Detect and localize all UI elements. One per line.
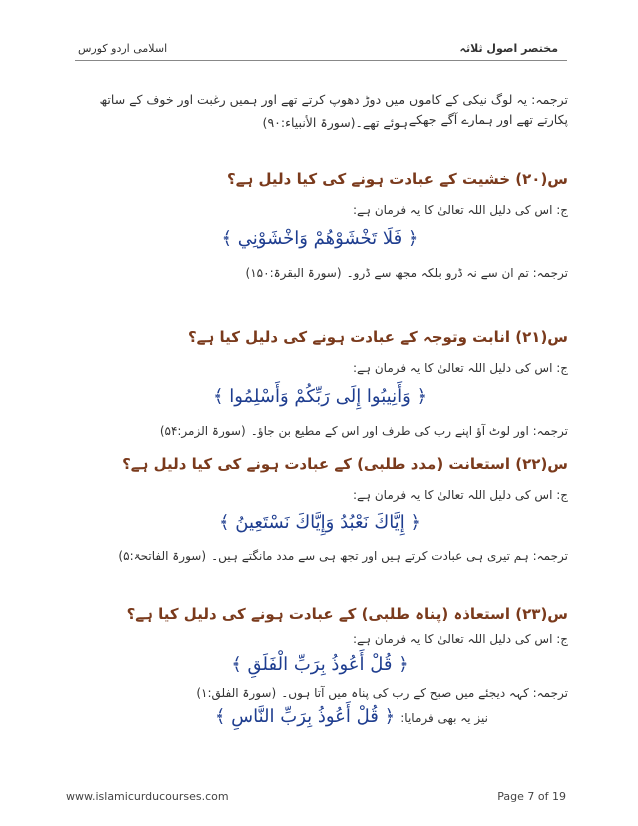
question-21: س(۲۱) انابت وتوجہ کے عبادت ہونے کی دلیل کیا ہے؟ bbox=[187, 328, 568, 346]
question-23: س(۲۳) استعاذہ (پناہ طلبی) کے عبادت ہونے کی دلیل کیا ہے؟ bbox=[126, 605, 568, 623]
intro-translation-line2: ہوئے تھے۔(سورۃ الأنبیاء:۹۰) bbox=[262, 115, 408, 130]
footer-website-link[interactable]: www.islamicurducourses.com bbox=[66, 790, 229, 803]
question-22: س(۲۲) استعانت (مدد طلبی) کے عبادت ہونے کی کیا دلیل ہے؟ bbox=[122, 455, 568, 473]
header-book-title: مختصر اصول ثلاثہ bbox=[459, 42, 558, 55]
closing-row bbox=[168, 706, 488, 727]
answer-intro-20: ج: اس کی دلیل اللہ تعالیٰ کا یہ فرمان ہے: bbox=[352, 203, 568, 217]
translation-23: ترجمہ: کہہ دیجئے میں صبح کے رب کی پناہ میں آتا ہوں۔ bbox=[281, 686, 568, 700]
translation-row-20 bbox=[128, 262, 568, 281]
ayah-20: ﴿ فَلَا تَخْشَوْهُمْ وَاخْشَوْنِي ﴾ bbox=[221, 228, 419, 249]
reference-20: (سورۃ البقرۃ:۱۵۰) bbox=[245, 266, 342, 280]
translation-row-22 bbox=[68, 545, 568, 564]
answer-intro-22: ج: اس کی دلیل اللہ تعالیٰ کا یہ فرمان ہے: bbox=[352, 488, 568, 502]
translation-row-21 bbox=[88, 420, 568, 439]
reference-22: (سورۃ الفاتحۃ:۵) bbox=[118, 549, 207, 563]
header-divider bbox=[75, 60, 567, 61]
ayah-23: ﴿ قُلْ أَعُوذُ بِرَبِّ الْفَلَقِ ﴾ bbox=[231, 654, 409, 675]
answer-intro-23: ج: اس کی دلیل اللہ تعالیٰ کا یہ فرمان ہے: bbox=[352, 632, 568, 646]
closing-ayah: ﴿ قُلْ أَعُوذُ بِرَبِّ النَّاسِ ﴾ bbox=[214, 706, 396, 727]
reference-21: (سورۃ الزمر:۵۴) bbox=[159, 424, 246, 438]
intro-translation-line1: ترجمہ: یہ لوگ نیکی کے کاموں میں دوڑ دھوپ کرتے تھے اور ہمیں رغبت اور خوف کے ساتھ پکارتے تھے اور ہمارے آگے جھکے bbox=[99, 92, 568, 127]
answer-intro-21: ج: اس کی دلیل اللہ تعالیٰ کا یہ فرمان ہے: bbox=[352, 361, 568, 375]
footer-page-number: Page 7 of 19 bbox=[497, 790, 566, 803]
ayah-22: ﴿ إِيَّاكَ نَعْبُدُ وَإِيَّاكَ نَسْتَعِينُ ﴾ bbox=[219, 512, 421, 533]
header-course-title: اسلامی اردو کورس bbox=[78, 42, 168, 55]
translation-21: ترجمہ: اور لوٹ آؤ اپنے رب کی طرف اور اس کے مطیع بن جاؤ۔ bbox=[250, 424, 568, 438]
reference-23: (سورۃ الفلق:۱) bbox=[196, 686, 277, 700]
ayah-21: ﴿ وَأَنِيبُوا إِلَى رَبِّكُمْ وَأَسْلِمُوا ﴾ bbox=[212, 386, 428, 407]
closing-lead: نیز یہ بھی فرمایا: bbox=[400, 711, 488, 725]
question-20: س(۲۰) خشیت کے عبادت ہونے کی کیا دلیل ہے؟ bbox=[227, 170, 568, 188]
translation-row-23 bbox=[108, 682, 568, 701]
translation-20: ترجمہ: تم ان سے نہ ڈرو بلکہ مجھ سے ڈرو۔ bbox=[346, 266, 568, 280]
translation-22: ترجمہ: ہم تیری ہی عبادت کرتے ہیں اور تجھ ہی سے مدد مانگتے ہیں۔ bbox=[211, 549, 568, 563]
